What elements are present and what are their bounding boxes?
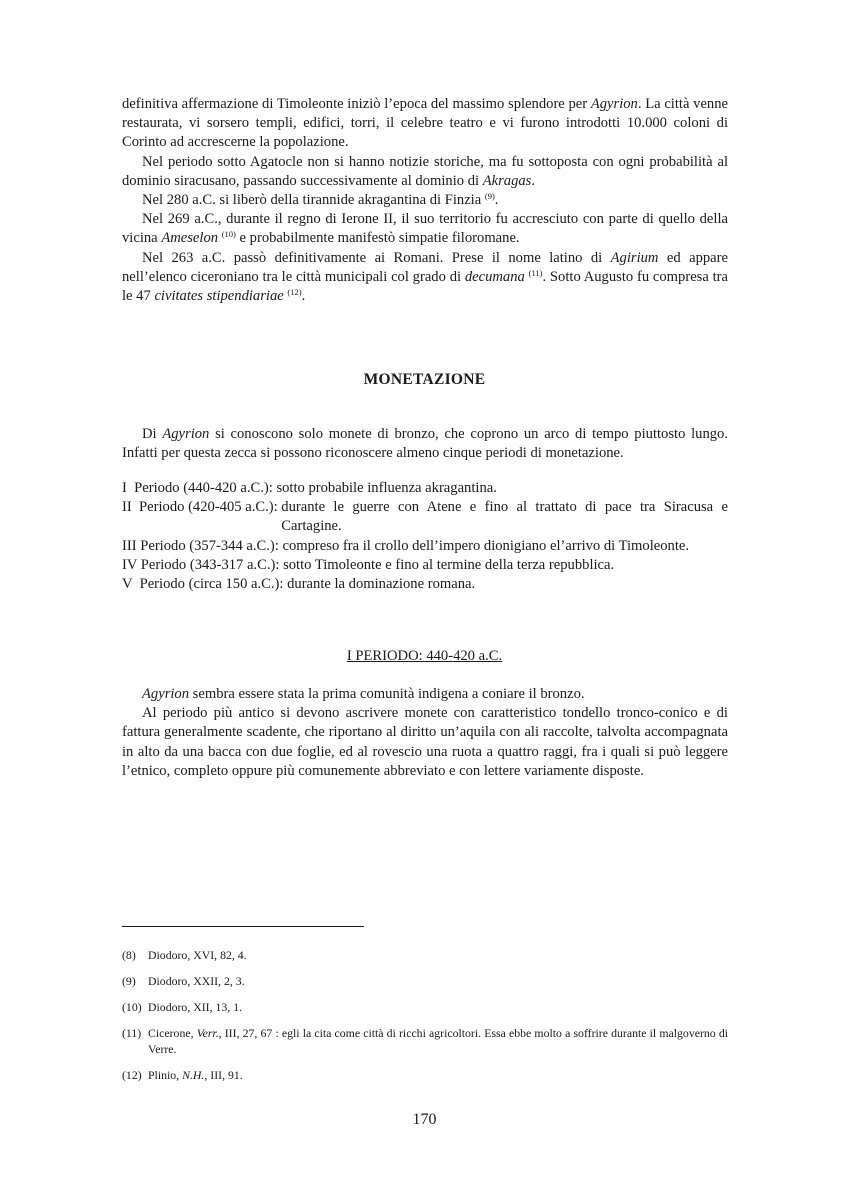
period1-text xyxy=(122,685,728,781)
paragraph: Al periodo più antico si devono ascrivere monete con caratteristico tondello tronco-conico e di fattura generalmente scadente, che riportano al diritto un’aquila con ali raccolte, talvolta accompagnata in alto da una bacca con due foglie, ed al rovescio una ruota a quattro raggi, fra i quali si può leggere l’etnico, completo oppure più comunemente abbreviato e con lettere variamente disposte. xyxy=(122,705,728,779)
text: . xyxy=(494,192,499,209)
footnote-number: (8) xyxy=(122,948,136,962)
periods-list xyxy=(122,479,728,594)
footnote xyxy=(122,999,728,1015)
text: ed appare nell’elenco ciceroniano tra le città municipali col grado di xyxy=(122,249,728,285)
text: . La città venne restaurata, vi sorsero templi, edifici, torri, il celebre teatro e vi furono introdotti 10.000 coloni di Corinto ad accrescerne la popolazione. xyxy=(122,96,728,151)
period-description: sotto probabile influenza akragantina. xyxy=(276,480,497,496)
paragraph xyxy=(122,685,728,704)
italic-text: Akragas xyxy=(482,172,532,189)
subsection-title: I PERIODO: 440-420 a.C. xyxy=(346,648,503,664)
text: Di xyxy=(142,426,163,442)
paragraph xyxy=(122,153,728,191)
paragraph xyxy=(122,249,728,307)
footnote xyxy=(122,1025,728,1057)
footnote-number: (9) xyxy=(122,974,136,988)
text: Nel 280 a.C. si liberò della tirannide akragantina di Finzia xyxy=(142,192,485,209)
period-label: II Periodo (420-405 a.C.): xyxy=(122,499,282,516)
footnotes xyxy=(122,947,728,1093)
footnote-text xyxy=(148,999,728,1015)
text: Diodoro, XII, 13, 1. xyxy=(148,1000,243,1014)
footnote xyxy=(122,973,728,989)
text: Nel 269 a.C., durante il regno di Ierone II, il suo territorio fu accresciuto con parte di quello della vicina xyxy=(122,211,728,247)
text: Diodoro, XXII, 2, 3. xyxy=(148,974,245,988)
paragraph xyxy=(122,191,728,210)
footnote-ref[interactable]: (12) xyxy=(287,287,302,298)
text: , III, 91. xyxy=(204,1068,243,1082)
list-item xyxy=(122,498,728,536)
paragraph xyxy=(122,95,728,153)
italic-text: Ameselon xyxy=(161,230,219,247)
footnote-ref[interactable]: (9) xyxy=(484,191,495,202)
list-item xyxy=(122,479,728,498)
period-description: durante la dominazione romana. xyxy=(287,576,476,593)
period-label: I Periodo (440-420 a.C.): xyxy=(122,480,277,496)
footnote-number: (10) xyxy=(122,1000,142,1014)
period-description: compreso fra il crollo dell’impero dionigiano el’arrivo di Timoleonte. xyxy=(282,537,690,554)
footnote-ref[interactable]: (10) xyxy=(221,229,236,240)
footnote-divider xyxy=(122,926,364,927)
footnote-number: (12) xyxy=(122,1068,142,1082)
paragraph xyxy=(122,425,728,463)
text: sembra essere stata la prima comunità indigena a coniare il bronzo. xyxy=(189,686,585,702)
page-number: 170 xyxy=(412,1111,437,1128)
text: Nel periodo sotto Agatocle non si hanno notizie storiche, ma fu sottoposta con ogni probabilità al dominio siracusano, passando successivamente al dominio di xyxy=(122,153,728,189)
italic-text: Agyrion xyxy=(142,686,190,702)
text: . xyxy=(531,172,536,189)
italic-text: decumana xyxy=(464,268,525,285)
section-title: MONETAZIONE xyxy=(363,371,486,388)
italic-text: Agyrion xyxy=(162,426,210,442)
monetazione-text xyxy=(122,425,728,463)
italic-text: civitates stipendiariae xyxy=(154,288,284,305)
text: Diodoro, XVI, 82, 4. xyxy=(148,948,247,962)
footnote-text xyxy=(148,1025,728,1057)
footnote-number: (11) xyxy=(122,1026,142,1040)
text: . xyxy=(301,288,306,305)
text: e probabilmente manifestò simpatie filoromane. xyxy=(235,230,520,247)
italic-text: N.H. xyxy=(182,1068,205,1082)
paragraph xyxy=(122,210,728,248)
period-label: III Periodo (357-344 a.C.): xyxy=(122,537,283,554)
footnote-ref[interactable]: (11) xyxy=(528,267,543,278)
text: definitiva affermazione di Timoleonte iniziò l’epoca del massimo splendore per xyxy=(122,96,591,112)
text: , III, 27, 67 : egli la cita come città di ricchi agricoltori. Essa ebbe molto a soffrire durante il malgoverno di Verre. xyxy=(148,1026,729,1056)
footnote-text xyxy=(148,973,728,989)
text: si conoscono solo monete di bronzo, che coprono un arco di tempo piuttosto lungo. Infatti per questa zecca si possono riconoscere almeno cinque periodi di monetazione. xyxy=(122,426,728,462)
italic-text: Agyrion xyxy=(590,96,638,112)
period-description: sotto Timoleonte e fino al termine della terza repubblica. xyxy=(283,556,615,573)
period-label: IV Periodo (343-317 a.C.): xyxy=(122,556,284,573)
text: Nel 263 a.C. passò definitivamente ai Romani. Prese il nome latino di xyxy=(142,249,611,266)
list-item xyxy=(122,556,728,575)
period-label: V Periodo (circa 150 a.C.): xyxy=(122,576,288,593)
footnote xyxy=(122,947,728,963)
list-item xyxy=(122,575,728,594)
list-item xyxy=(122,537,728,556)
text: . Sotto Augusto fu compresa tra le 47 xyxy=(122,268,729,305)
period-description: durante le guerre con Atene e fino al trattato di pace tra Siracusa e Cartagine. xyxy=(281,499,728,535)
text: Cicerone, xyxy=(148,1026,197,1040)
footnote xyxy=(122,1067,728,1083)
footnote-text xyxy=(148,1067,728,1083)
text: Plinio, xyxy=(148,1068,183,1082)
footnote-text xyxy=(148,947,728,963)
italic-text: Agirium xyxy=(610,249,659,266)
italic-text: Verr. xyxy=(196,1026,219,1040)
intro-text xyxy=(122,95,728,306)
